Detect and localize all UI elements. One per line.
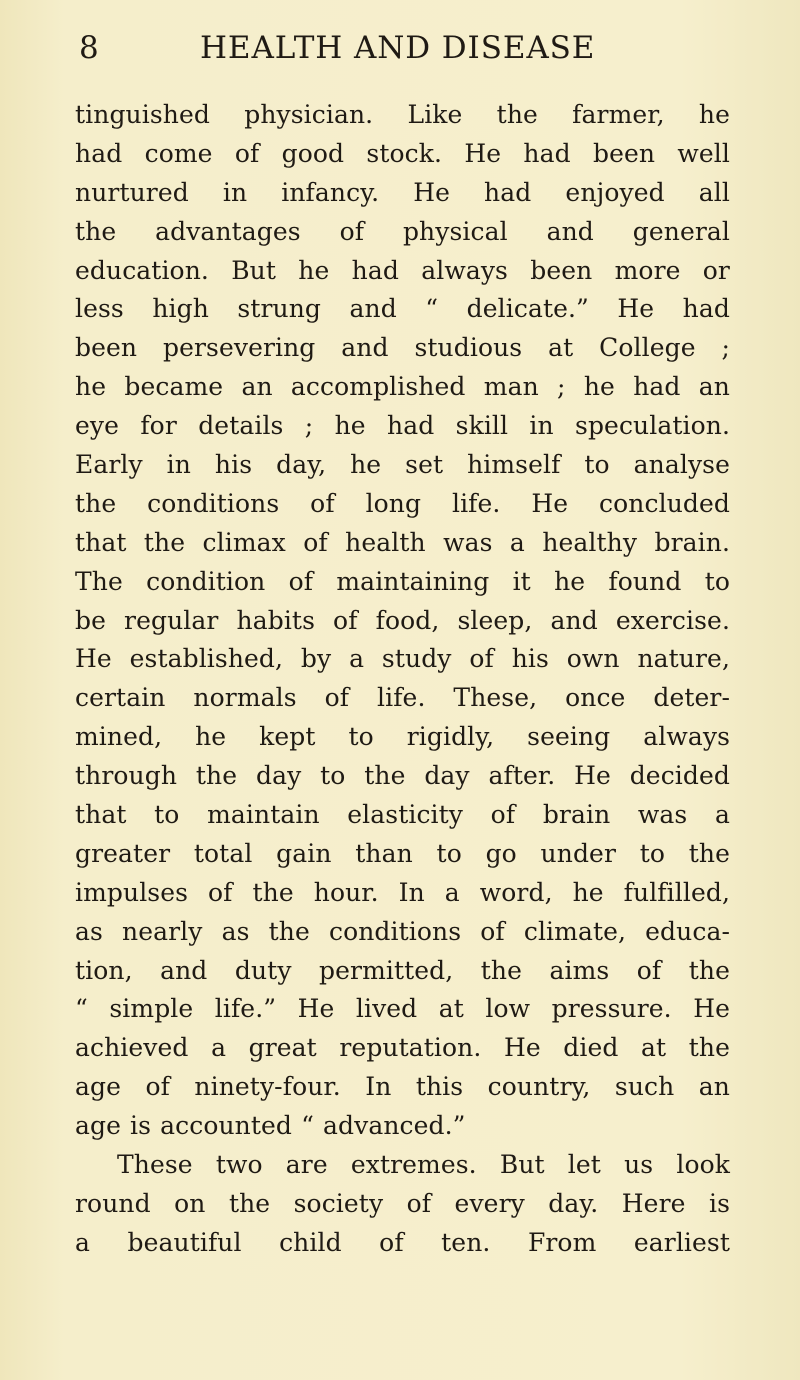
- paragraph-end-line: age is accounted “ advanced.”: [75, 1111, 466, 1141]
- text-line: through the day to the day after. He decided: [75, 761, 730, 791]
- text-line: be regular habits of food, sleep, and exercise.: [75, 605, 730, 635]
- body-text: [75, 96, 730, 1263]
- text-line: greater total gain than to go under to the: [75, 838, 730, 868]
- text-line: eye for details ; he had skill in speculation.: [75, 411, 730, 441]
- text-line: a beautiful child of ten. From earliest: [75, 1227, 730, 1257]
- text-line: that the climax of health was a healthy brain.: [75, 527, 730, 557]
- text-line: Early in his day, he set himself to analyse: [75, 450, 730, 480]
- text-line: education. But he had always been more or: [75, 255, 730, 285]
- text-line: been persevering and studious at College ;: [75, 333, 730, 363]
- page-header: [75, 24, 730, 72]
- text-line: achieved a great reputation. He died at the: [75, 1033, 730, 1063]
- text-line: the advantages of physical and general: [75, 216, 730, 246]
- running-head: HEALTH AND DISEASE: [200, 30, 596, 66]
- text-line: mined, he kept to rigidly, seeing always: [75, 722, 730, 752]
- text-line: he became an accomplished man ; he had an: [75, 372, 730, 402]
- text-line: impulses of the hour. In a word, he fulfilled,: [75, 877, 730, 907]
- text-line: “ simple life.” He lived at low pressure. He: [75, 994, 730, 1024]
- text-line: round on the society of every day. Here is: [75, 1188, 730, 1218]
- text-line: nurtured in infancy. He had enjoyed all: [75, 177, 730, 207]
- text-line: had come of good stock. He had been well: [75, 138, 730, 168]
- page-number: 8: [79, 30, 100, 66]
- text-line: tion, and duty permitted, the aims of the: [75, 955, 730, 985]
- text-line: certain normals of life. These, once deter-: [75, 683, 730, 713]
- text-line: that to maintain elasticity of brain was a: [75, 800, 730, 830]
- text-line: the conditions of long life. He concluded: [75, 488, 730, 518]
- text-line: He established, by a study of his own nature,: [75, 644, 730, 674]
- text-line: tinguished physician. Like the farmer, he: [75, 100, 730, 129]
- text-line: as nearly as the conditions of climate, educa-: [75, 916, 730, 946]
- paragraph-start-line: These two are extremes. But let us look: [117, 1150, 730, 1180]
- text-line: age of ninety-four. In this country, such an: [75, 1072, 730, 1102]
- text-line: less high strung and “ delicate.” He had: [75, 294, 730, 324]
- text-line: The condition of maintaining it he found to: [75, 566, 730, 596]
